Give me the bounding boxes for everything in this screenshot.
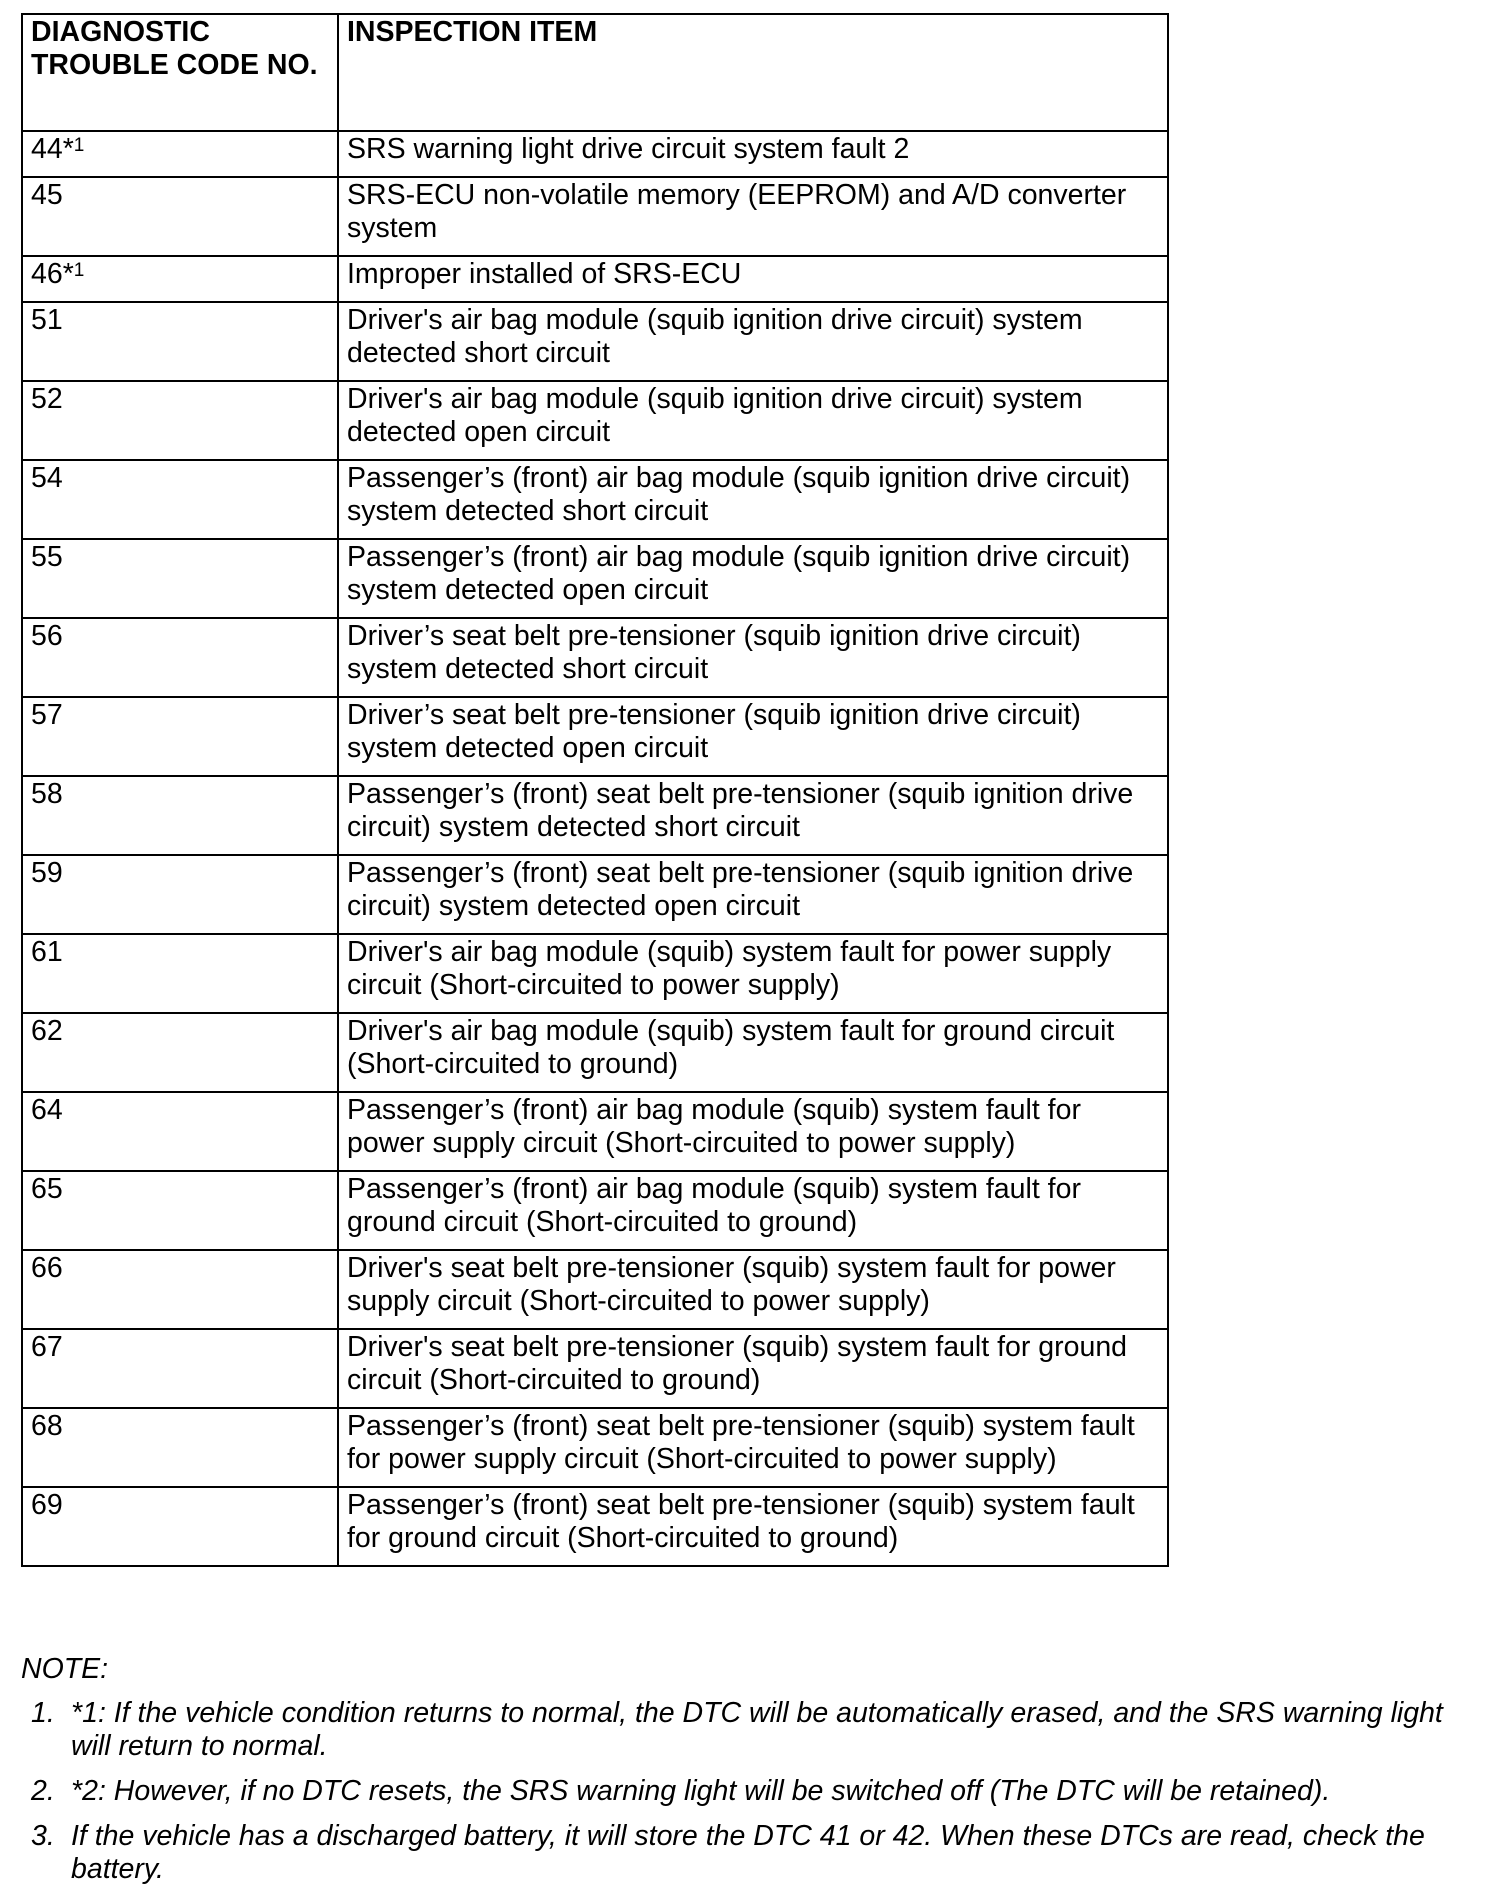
table-row [22,855,1168,934]
dtc-code: 69 [31,1489,63,1521]
dtc-code-cell [22,618,338,697]
note-section [21,1653,1481,1898]
inspection-item-cell: Passenger’s (front) seat belt pre-tensioner (squib) system fault for ground circuit (Short-circuited to ground) [338,1487,1168,1566]
dtc-code: 56 [31,620,63,652]
dtc-code: 66 [31,1252,63,1284]
dtc-code-cell [22,1487,338,1566]
table-row [22,1329,1168,1408]
dtc-code: 59 [31,857,63,889]
note-item-text: *2: However, if no DTC resets, the SRS warning light will be switched off (The DTC will be retained). [71,1775,1331,1807]
dtc-code-cell [22,1250,338,1329]
note-item-number: 2. [31,1775,55,1807]
dtc-code-cell [22,1408,338,1487]
inspection-item-cell: Driver’s seat belt pre-tensioner (squib ignition drive circuit) system detected short circuit [338,618,1168,697]
dtc-code-cell [22,1329,338,1408]
table-row [22,302,1168,381]
table-header-row [22,14,1168,131]
inspection-item-cell: Driver's air bag module (squib ignition drive circuit) system detected short circuit [338,302,1168,381]
inspection-item-cell: Driver's air bag module (squib) system fault for ground circuit (Short-circuited to ground) [338,1013,1168,1092]
dtc-code: 68 [31,1410,63,1442]
dtc-code: 62 [31,1015,63,1047]
table-row [22,177,1168,256]
inspection-item-cell: SRS-ECU non-volatile memory (EEPROM) and A/D converter system [338,177,1168,256]
table-row [22,1250,1168,1329]
inspection-item-cell: Driver's air bag module (squib) system fault for power supply circuit (Short-circuited to power supply) [338,934,1168,1013]
note-list [21,1697,1481,1886]
table-row [22,381,1168,460]
footnote-marker: 1 [73,260,85,281]
dtc-code-cell [22,381,338,460]
note-item-number: 3. [31,1820,55,1852]
dtc-code: 52 [31,383,63,415]
inspection-item-cell: Passenger’s (front) air bag module (squib) system fault for ground circuit (Short-circuited to ground) [338,1171,1168,1250]
dtc-code: 57 [31,699,63,731]
dtc-code-cell [22,1171,338,1250]
inspection-item-cell: Driver’s seat belt pre-tensioner (squib ignition drive circuit) system detected open circuit [338,697,1168,776]
dtc-code: 44* [31,133,74,165]
inspection-item-cell: Passenger’s (front) air bag module (squib ignition drive circuit) system detected open circuit [338,539,1168,618]
dtc-code: 54 [31,462,63,494]
dtc-code-cell [22,1013,338,1092]
dtc-table [21,13,1169,1567]
note-title: NOTE: [21,1653,109,1685]
dtc-code: 67 [31,1331,63,1363]
dtc-code-cell [22,776,338,855]
table-row [22,1092,1168,1171]
table-row [22,1408,1168,1487]
table-row [22,460,1168,539]
inspection-item-cell: Improper installed of SRS-ECU [338,256,1168,302]
dtc-code: 45 [31,179,63,211]
table-row [22,776,1168,855]
note-item [21,1775,1481,1808]
table-body [22,131,1168,1566]
dtc-code: 46* [31,258,74,290]
dtc-code-cell [22,302,338,381]
table-row [22,934,1168,1013]
dtc-code-cell [22,256,338,302]
dtc-code-cell [22,131,338,177]
header-inspection-item: INSPECTION ITEM [338,14,1168,131]
dtc-code-cell [22,539,338,618]
inspection-item-cell: Driver's seat belt pre-tensioner (squib) system fault for ground circuit (Short-circuited to ground) [338,1329,1168,1408]
inspection-item-cell: Passenger’s (front) seat belt pre-tensioner (squib) system fault for power supply circuit (Short-circuited to power supply) [338,1408,1168,1487]
note-item-number: 1. [31,1697,55,1729]
dtc-code: 55 [31,541,63,573]
inspection-item-cell: Passenger’s (front) seat belt pre-tensioner (squib ignition drive circuit) system detected short circuit [338,776,1168,855]
dtc-code: 61 [31,936,63,968]
table-row [22,1487,1168,1566]
dtc-code: 51 [31,304,63,336]
note-item-text: *1: If the vehicle condition returns to normal, the DTC will be automatically erased, and the SRS warning light will return to normal. [71,1697,1443,1762]
table-row [22,539,1168,618]
header-dtc-number: DIAGNOSTIC TROUBLE CODE NO. [22,14,338,131]
footnote-marker: 1 [73,135,85,156]
inspection-item-cell: Passenger’s (front) air bag module (squib ignition drive circuit) system detected short circuit [338,460,1168,539]
dtc-code: 58 [31,778,63,810]
note-item-text: If the vehicle has a discharged battery, it will store the DTC 41 or 42. When these DTCs are read, check the battery. [71,1820,1425,1885]
inspection-item-cell: Passenger’s (front) air bag module (squib) system fault for power supply circuit (Short-circuited to power supply) [338,1092,1168,1171]
dtc-code-cell [22,460,338,539]
table-row [22,618,1168,697]
dtc-code-cell [22,177,338,256]
table-row [22,256,1168,302]
inspection-item-cell: Driver's air bag module (squib ignition drive circuit) system detected open circuit [338,381,1168,460]
dtc-code-cell [22,697,338,776]
dtc-code: 64 [31,1094,63,1126]
dtc-code-cell [22,855,338,934]
inspection-item-cell: Driver's seat belt pre-tensioner (squib) system fault for power supply circuit (Short-circuited to power supply) [338,1250,1168,1329]
table-row [22,131,1168,177]
table-row [22,1171,1168,1250]
table-row [22,1013,1168,1092]
table-row [22,697,1168,776]
note-item [21,1697,1481,1763]
inspection-item-cell: SRS warning light drive circuit system fault 2 [338,131,1168,177]
inspection-item-cell: Passenger’s (front) seat belt pre-tensioner (squib ignition drive circuit) system detected open circuit [338,855,1168,934]
dtc-code-cell [22,1092,338,1171]
note-item [21,1820,1481,1886]
dtc-code: 65 [31,1173,63,1205]
dtc-code-cell [22,934,338,1013]
